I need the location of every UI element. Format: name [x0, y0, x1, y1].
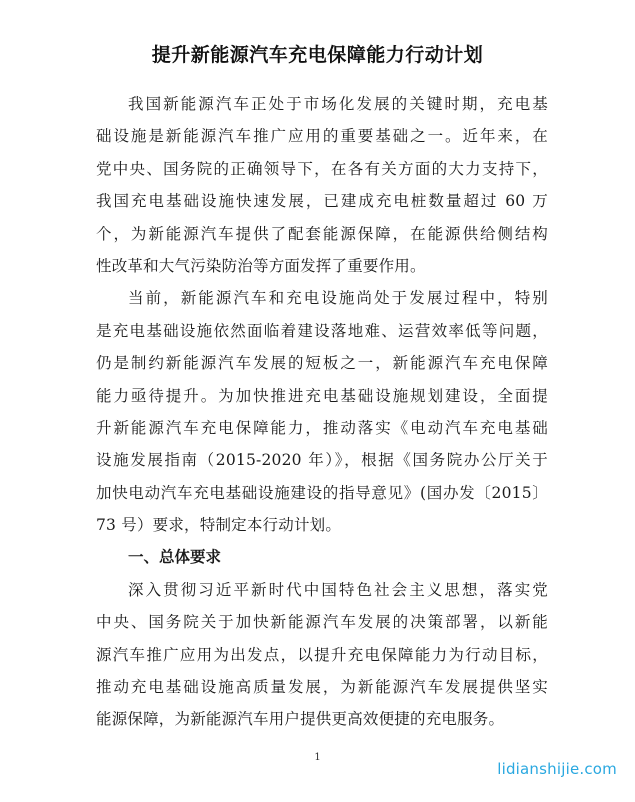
- watermark: lidianshijie.com: [497, 760, 617, 778]
- paragraph-line: 设施发展指南（2015-2020 年）》，根据《国务院办公厅关于: [96, 451, 548, 470]
- document-body: [96, 88, 548, 736]
- paragraph-line: 础设施是新能源汽车推广应用的重要基础之一。近年来，在: [96, 127, 548, 146]
- paragraph-line: 个，为新能源汽车提供了配套能源保障，在能源供给侧结构: [96, 224, 548, 243]
- paragraph-line: 我国充电基础设施快速发展，已建成充电桩数量超过 60 万: [96, 192, 548, 211]
- paragraph-line: 加快电动汽车充电基础设施建设的指导意见》(国办发〔2015〕: [96, 483, 548, 502]
- section-heading: 一、总体要求: [128, 548, 222, 567]
- paragraph-line: 升新能源汽车充电保障能力，推动落实《电动汽车充电基础: [96, 418, 548, 437]
- paragraph-line: 仍是制约新能源汽车发展的短板之一，新能源汽车充电保障: [96, 354, 548, 373]
- paragraph-line: 中央、国务院关于加快新能源汽车发展的决策部署，以新能: [96, 613, 548, 632]
- paragraph-line: 我国新能源汽车正处于市场化发展的关键时期，充电基: [128, 95, 548, 113]
- paragraph-line: 源汽车推广应用为出发点，以提升充电保障能力为行动目标，: [96, 645, 548, 664]
- paragraph-line: 推动充电基础设施高质量发展，为新能源汽车发展提供坚实: [96, 678, 548, 697]
- paragraph-2: [96, 282, 548, 541]
- paragraph-1: [96, 88, 548, 282]
- paragraph-line: 能源保障，为新能源汽车用户提供更高效便捷的充电服务。: [96, 710, 505, 729]
- paragraph-line: 73 号）要求，特制定本行动计划。: [96, 516, 342, 535]
- paragraph-line: 深入贯彻习近平新时代中国特色社会主义思想，落实党: [128, 580, 548, 599]
- document-title: 提升新能源汽车充电保障能力行动计划: [151, 44, 484, 66]
- paragraph-line: 能力亟待提升。为加快推进充电基础设施规划建设，全面提: [96, 386, 548, 405]
- paragraph-line: 是充电基础设施依然面临着建设落地难、运营效率低等问题，: [96, 321, 548, 340]
- paragraph-line: 当前，新能源汽车和充电设施尚处于发展过程中，特别: [128, 289, 548, 308]
- page-number: 1: [314, 752, 321, 763]
- paragraph-3: [96, 574, 548, 736]
- paragraph-line: 性改革和大气污染防治等方面发挥了重要作用。: [96, 256, 426, 275]
- paragraph-line: 党中央、国务院的正确领导下，在各有关方面的大力支持下，: [96, 159, 548, 178]
